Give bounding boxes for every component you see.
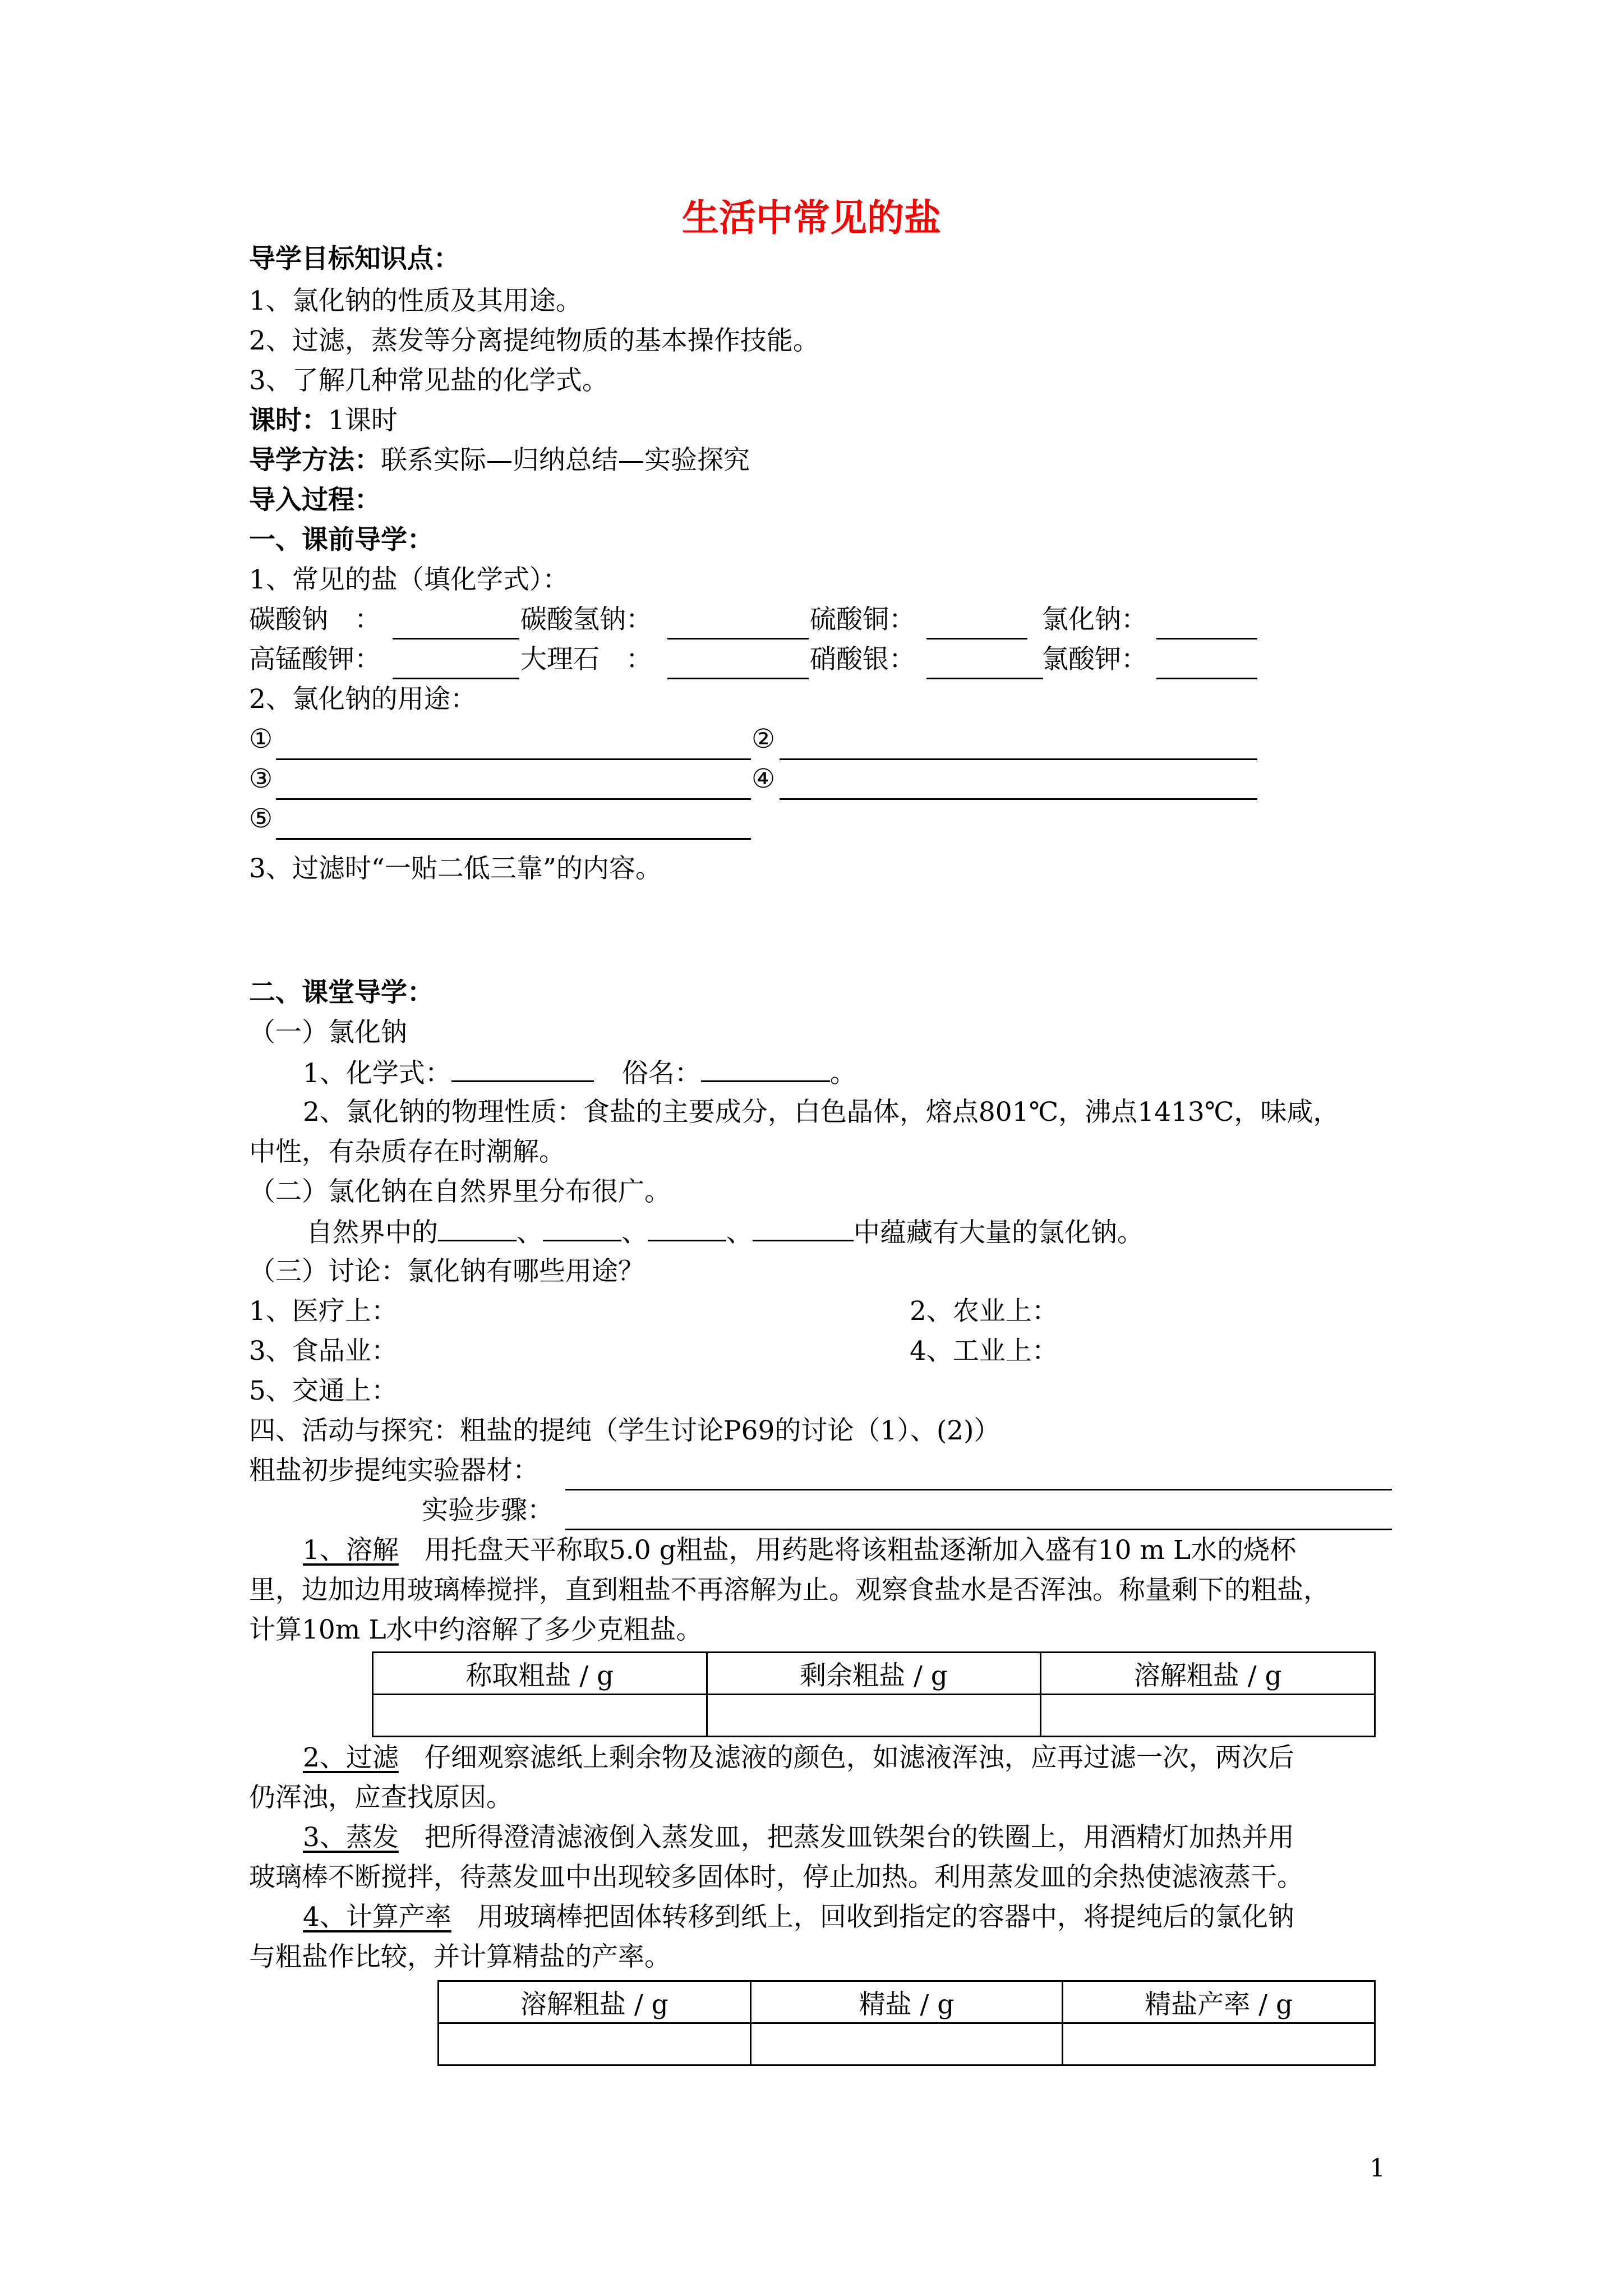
- use-blank-3[interactable]: [276, 798, 751, 800]
- equipment-label: 粗盐初步提纯实验器材：: [249, 1455, 539, 1486]
- use-blank-2[interactable]: [780, 758, 1257, 760]
- table-header-cell: 溶解粗盐 / g: [1041, 1653, 1375, 1695]
- formula-line: [303, 1052, 856, 1094]
- step4-line-1: [303, 1897, 1294, 1938]
- period-label: 课时：: [249, 405, 328, 436]
- step2-line-2: 仍浑浊，应查找原因。: [249, 1782, 513, 1813]
- objective-item-3: 3、了解几种常见盐的化学式。: [249, 365, 608, 396]
- step4-title: 4、计算产率: [303, 1902, 451, 1932]
- table-row: [373, 1695, 1375, 1737]
- table-input-cell[interactable]: [750, 2023, 1063, 2065]
- part1-heading: 一、课前导学：: [249, 524, 434, 555]
- blank-sodium-chloride[interactable]: [1156, 638, 1257, 639]
- use-food: 3、食品业：: [249, 1336, 398, 1366]
- use-marker-1: ①: [249, 724, 273, 754]
- page-title: 生活中常见的盐: [682, 196, 941, 240]
- salt-label-sodium-carbonate: 碳酸钠 ：: [249, 604, 381, 635]
- blank-silver-nitrate[interactable]: [926, 678, 1043, 679]
- nature-suffix: 中蕴藏有大量的氯化钠。: [854, 1217, 1144, 1248]
- part2-section-2: （二）氯化钠在自然界里分布很广。: [249, 1176, 671, 1207]
- table-header-cell: 称取粗盐 / g: [373, 1653, 707, 1695]
- method-line: [249, 440, 750, 481]
- step1-line-2: 里，边加边用玻璃棒搅拌，直到粗盐不再溶解为止。观察食盐水是否浑浊。称量剩下的粗盐，: [249, 1575, 1330, 1605]
- step2-text-1: 仔细观察滤纸上剩余物及滤液的颜色，如滤液浑浊，应再过滤一次，两次后: [424, 1742, 1294, 1773]
- use-blank-4[interactable]: [780, 798, 1257, 800]
- nature-blank-1[interactable]: [438, 1212, 517, 1241]
- nature-sep-3: 、: [726, 1217, 753, 1248]
- part4-heading: 四、活动与探究：粗盐的提纯（学生讨论P69的讨论（1）、(2)）: [249, 1415, 1000, 1446]
- common-name-blank[interactable]: [701, 1052, 830, 1082]
- table-header-cell: 精盐产率 / g: [1063, 1981, 1375, 2023]
- use-industry: 4、工业上：: [910, 1336, 1058, 1366]
- table-input-cell[interactable]: [1063, 2023, 1375, 2065]
- step4-line-2: 与粗盐作比较，并计算精盐的产率。: [249, 1941, 671, 1972]
- nature-blank-2[interactable]: [543, 1212, 621, 1241]
- nature-prefix: 自然界中的: [306, 1217, 438, 1248]
- step2-title: 2、过滤: [303, 1742, 399, 1773]
- table-header-cell: 溶解粗盐 / g: [439, 1981, 751, 2023]
- step1-line-1: [303, 1530, 1296, 1571]
- objective-item-2: 2、过滤，蒸发等分离提纯物质的基本操作技能。: [249, 325, 819, 356]
- step1-text-1: 用托盘天平称取5.0 g粗盐，用药匙将该粗盐逐渐加入盛有10 m L水的烧杯: [424, 1535, 1297, 1566]
- part2-section-3: （三）讨论：氯化钠有哪些用途？: [249, 1256, 644, 1287]
- period-value: 1课时: [328, 405, 398, 436]
- blank-copper-sulfate[interactable]: [926, 638, 1027, 639]
- props-line-1: 2、氯化钠的物理性质：食盐的主要成分，白色晶体，熔点801℃，沸点1413℃，味咸，: [303, 1097, 1340, 1128]
- table-input-cell[interactable]: [1041, 1695, 1375, 1737]
- salt-label-potassium-chlorate: 氯酸钾：: [1042, 644, 1147, 675]
- use-marker-3: ③: [249, 763, 273, 794]
- table-header-cell: 精盐 / g: [750, 1981, 1063, 2023]
- nature-blank-3[interactable]: [648, 1212, 726, 1241]
- table-row: [439, 1981, 1375, 2023]
- formula-label: 1、化学式：: [303, 1058, 451, 1089]
- table-input-cell[interactable]: [373, 1695, 707, 1737]
- page-number: 1: [1370, 2154, 1385, 2183]
- salt-label-potassium-permanganate: 高锰酸钾：: [249, 644, 381, 675]
- table-header-cell: 剩余粗盐 / g: [707, 1653, 1041, 1695]
- part1-q1: 1、常见的盐（填化学式）：: [249, 564, 569, 595]
- nature-sep-2: 、: [621, 1217, 648, 1248]
- objective-item-1: 1、氯化钠的性质及其用途。: [249, 286, 582, 316]
- dissolve-table: [372, 1651, 1376, 1737]
- step4-text-1: 用玻璃棒把固体转移到纸上，回收到指定的容器中，将提纯后的氯化钠: [477, 1902, 1294, 1932]
- props-line-2: 中性，有杂质存在时潮解。: [249, 1137, 565, 1167]
- use-marker-5: ⑤: [249, 803, 273, 834]
- period-line: [249, 401, 398, 441]
- blank-sodium-bicarbonate[interactable]: [667, 638, 809, 639]
- use-blank-5[interactable]: [276, 838, 751, 840]
- equipment-blank[interactable]: [565, 1489, 1392, 1490]
- table-row: [373, 1653, 1375, 1695]
- use-marker-4: ④: [751, 763, 776, 794]
- yield-table: [437, 1980, 1376, 2066]
- salt-label-copper-sulfate: 硫酸铜：: [810, 604, 915, 635]
- use-medical: 1、医疗上：: [249, 1296, 398, 1327]
- formula-blank[interactable]: [451, 1052, 594, 1082]
- step3-title: 3、蒸发: [303, 1822, 399, 1853]
- table-row: [439, 2023, 1375, 2065]
- method-label: 导学方法：: [249, 445, 381, 476]
- common-name-end: 。: [829, 1058, 856, 1089]
- common-name-label: 俗名：: [621, 1058, 701, 1089]
- method-value: 联系实际—归纳总结—实验探究: [381, 445, 750, 476]
- step1-title: 1、溶解: [303, 1535, 399, 1566]
- salt-label-sodium-bicarbonate: 碳酸氢钠：: [520, 604, 652, 635]
- blank-marble[interactable]: [667, 678, 809, 679]
- process-heading: 导入过程：: [249, 485, 381, 516]
- blank-sodium-carbonate[interactable]: [393, 638, 519, 639]
- step2-line-1: [303, 1738, 1294, 1778]
- part2-heading: 二、课堂导学：: [249, 977, 434, 1008]
- nature-blank-4[interactable]: [753, 1212, 854, 1241]
- use-traffic: 5、交通上：: [249, 1375, 398, 1406]
- salt-label-sodium-chloride: 氯化钠：: [1042, 604, 1147, 635]
- objectives-heading: 导学目标知识点：: [249, 243, 460, 274]
- salt-label-marble: 大理石 ：: [520, 644, 652, 675]
- table-input-cell[interactable]: [439, 2023, 751, 2065]
- nature-line: [306, 1212, 1144, 1253]
- nature-sep-1: 、: [517, 1217, 543, 1248]
- use-blank-1[interactable]: [276, 758, 751, 760]
- use-marker-2: ②: [751, 724, 776, 754]
- steps-label: 实验步骤：: [422, 1495, 554, 1526]
- table-input-cell[interactable]: [707, 1695, 1041, 1737]
- blank-potassium-chlorate[interactable]: [1156, 678, 1257, 679]
- step3-text-1: 把所得澄清滤液倒入蒸发皿，把蒸发皿铁架台的铁圈上，用酒精灯加热并用: [424, 1822, 1294, 1853]
- step3-line-1: [303, 1818, 1294, 1858]
- part1-q3: 3、过滤时“一贴二低三靠”的内容。: [249, 853, 662, 884]
- part2-section-1: （一）氯化钠: [249, 1017, 407, 1048]
- part1-q2: 2、氯化钠的用途：: [249, 684, 477, 715]
- salt-label-silver-nitrate: 硝酸银：: [810, 644, 915, 675]
- use-agriculture: 2、农业上：: [910, 1296, 1058, 1327]
- step1-line-3: 计算10m L水中约溶解了多少克粗盐。: [249, 1614, 703, 1645]
- step3-line-2: 玻璃棒不断搅拌，待蒸发皿中出现较多固体时，停止加热。利用蒸发皿的余热使滤液蒸干。: [249, 1862, 1303, 1893]
